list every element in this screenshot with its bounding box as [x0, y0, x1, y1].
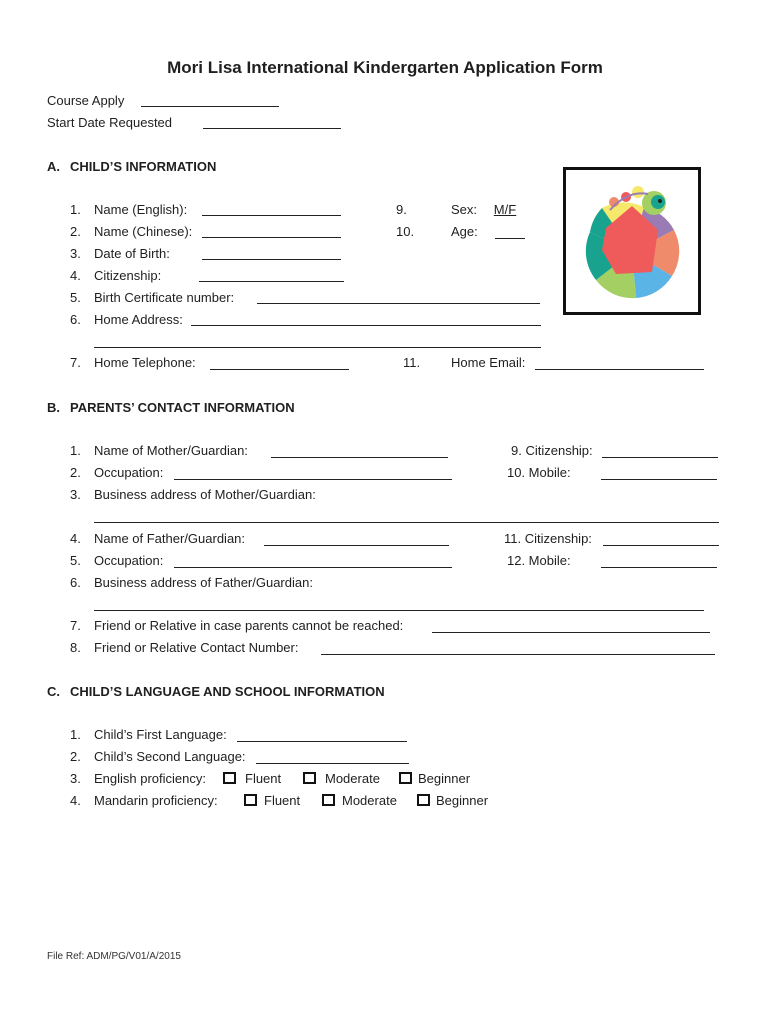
mother-occupation-field[interactable]: [174, 479, 452, 480]
age-label: Age:: [451, 224, 478, 239]
age-field[interactable]: [495, 238, 525, 239]
first-language-field[interactable]: [237, 741, 407, 742]
father-occupation-label: Occupation:: [94, 553, 164, 568]
b-item-num: 5.: [70, 553, 81, 568]
home-address-label: Home Address:: [94, 312, 183, 327]
mother-occupation-label: Occupation:: [94, 465, 164, 480]
father-business-address-field[interactable]: [94, 610, 704, 611]
mandarin-beginner-checkbox[interactable]: [417, 794, 430, 806]
email-num: 11.: [403, 355, 421, 370]
start-date-label: Start Date Requested: [47, 115, 173, 130]
course-apply-field[interactable]: [141, 106, 279, 107]
father-occupation-field[interactable]: [174, 567, 452, 568]
emergency-contact-field[interactable]: [432, 632, 710, 633]
birth-certificate-label: Birth Certificate number:: [94, 290, 235, 305]
mother-mobile-field[interactable]: [601, 479, 717, 480]
mandarin-moderate-checkbox[interactable]: [322, 794, 335, 806]
father-mobile-field[interactable]: [601, 567, 717, 568]
c-item-num: 4.: [70, 793, 81, 808]
school-logo-icon: [566, 170, 698, 312]
start-date-field[interactable]: [203, 128, 341, 129]
course-apply-label: Course Apply: [47, 93, 125, 108]
home-telephone-label: Home Telephone:: [94, 355, 196, 370]
a-item-num: 7.: [70, 355, 81, 370]
mother-name-field[interactable]: [271, 457, 448, 458]
section-a-letter: A.: [47, 159, 60, 174]
english-beginner-label: Beginner: [418, 771, 471, 786]
mandarin-proficiency-label: Mandarin proficiency:: [94, 793, 218, 808]
english-proficiency-label: English proficiency:: [94, 771, 206, 786]
c-item-num: 1.: [70, 727, 81, 742]
second-language-label: Child’s Second Language:: [94, 749, 246, 764]
father-business-address-label: Business address of Father/Guardian:: [94, 575, 313, 590]
home-address-field-line2[interactable]: [94, 347, 541, 348]
emergency-contact-label: Friend or Relative in case parents cannot be reached:: [94, 618, 404, 633]
father-name-field[interactable]: [264, 545, 449, 546]
c-item-num: 2.: [70, 749, 81, 764]
home-address-field[interactable]: [191, 325, 541, 326]
section-c-heading: CHILD’S LANGUAGE AND SCHOOL INFORMATION: [70, 684, 385, 699]
father-name-label: Name of Father/Guardian:: [94, 531, 246, 546]
b-item-num: 2.: [70, 465, 81, 480]
photo-box[interactable]: [563, 167, 701, 315]
citizenship-label: Citizenship:: [94, 268, 162, 283]
english-fluent-label: Fluent: [245, 771, 282, 786]
b-item-num: 3.: [70, 487, 81, 502]
a-item-num: 1.: [70, 202, 81, 217]
english-moderate-checkbox[interactable]: [303, 772, 316, 784]
b-item-num: 7.: [70, 618, 81, 633]
home-email-label: Home Email:: [451, 355, 526, 370]
sex-field[interactable]: M/F: [493, 202, 517, 217]
english-fluent-checkbox[interactable]: [223, 772, 236, 784]
sex-label: Sex:: [451, 202, 478, 217]
a-item-num: 4.: [70, 268, 81, 283]
a-item-num: 3.: [70, 246, 81, 261]
mother-citizenship-field[interactable]: [602, 457, 718, 458]
mandarin-beginner-label: Beginner: [436, 793, 489, 808]
father-citizenship-field[interactable]: [603, 545, 719, 546]
date-of-birth-field[interactable]: [202, 259, 341, 260]
mother-mobile-label: 10. Mobile:: [507, 465, 571, 480]
second-language-field[interactable]: [256, 763, 409, 764]
mother-business-address-field[interactable]: [94, 522, 719, 523]
mother-name-label: Name of Mother/Guardian:: [94, 443, 248, 458]
c-item-num: 3.: [70, 771, 81, 786]
form-title: Mori Lisa International Kindergarten Application Form: [167, 58, 603, 77]
a-item-num: 6.: [70, 312, 81, 327]
a-item-num: 5.: [70, 290, 81, 305]
b-item-num: 1.: [70, 443, 81, 458]
emergency-number-label: Friend or Relative Contact Number:: [94, 640, 299, 655]
birth-certificate-field[interactable]: [257, 303, 540, 304]
first-language-label: Child’s First Language:: [94, 727, 227, 742]
section-b-heading: PARENTS’ CONTACT INFORMATION: [70, 400, 295, 415]
age-num: 10.: [396, 224, 415, 239]
mother-citizenship-label: 9. Citizenship:: [511, 443, 593, 458]
name-chinese-label: Name (Chinese):: [94, 224, 193, 239]
mother-business-address-label: Business address of Mother/Guardian:: [94, 487, 316, 502]
citizenship-field[interactable]: [199, 281, 344, 282]
date-of-birth-label: Date of Birth:: [94, 246, 170, 261]
b-item-num: 6.: [70, 575, 81, 590]
name-english-label: Name (English):: [94, 202, 188, 217]
section-b-letter: B.: [47, 400, 60, 415]
father-mobile-label: 12. Mobile:: [507, 553, 571, 568]
section-a-heading: CHILD’S INFORMATION: [70, 159, 217, 174]
b-item-num: 8.: [70, 640, 81, 655]
sex-num: 9.: [396, 202, 407, 217]
english-beginner-checkbox[interactable]: [399, 772, 412, 784]
file-reference: File Ref: ADM/PG/V01/A/2015: [47, 951, 181, 962]
mandarin-fluent-checkbox[interactable]: [244, 794, 257, 806]
mandarin-moderate-label: Moderate: [342, 793, 397, 808]
home-telephone-field[interactable]: [210, 369, 349, 370]
home-email-field[interactable]: [535, 369, 704, 370]
name-chinese-field[interactable]: [202, 237, 341, 238]
b-item-num: 4.: [70, 531, 81, 546]
emergency-number-field[interactable]: [321, 654, 715, 655]
name-english-field[interactable]: [202, 215, 341, 216]
father-citizenship-label: 11. Citizenship:: [504, 531, 592, 546]
english-moderate-label: Moderate: [325, 771, 380, 786]
section-c-letter: C.: [47, 684, 60, 699]
a-item-num: 2.: [70, 224, 81, 239]
mandarin-fluent-label: Fluent: [264, 793, 301, 808]
